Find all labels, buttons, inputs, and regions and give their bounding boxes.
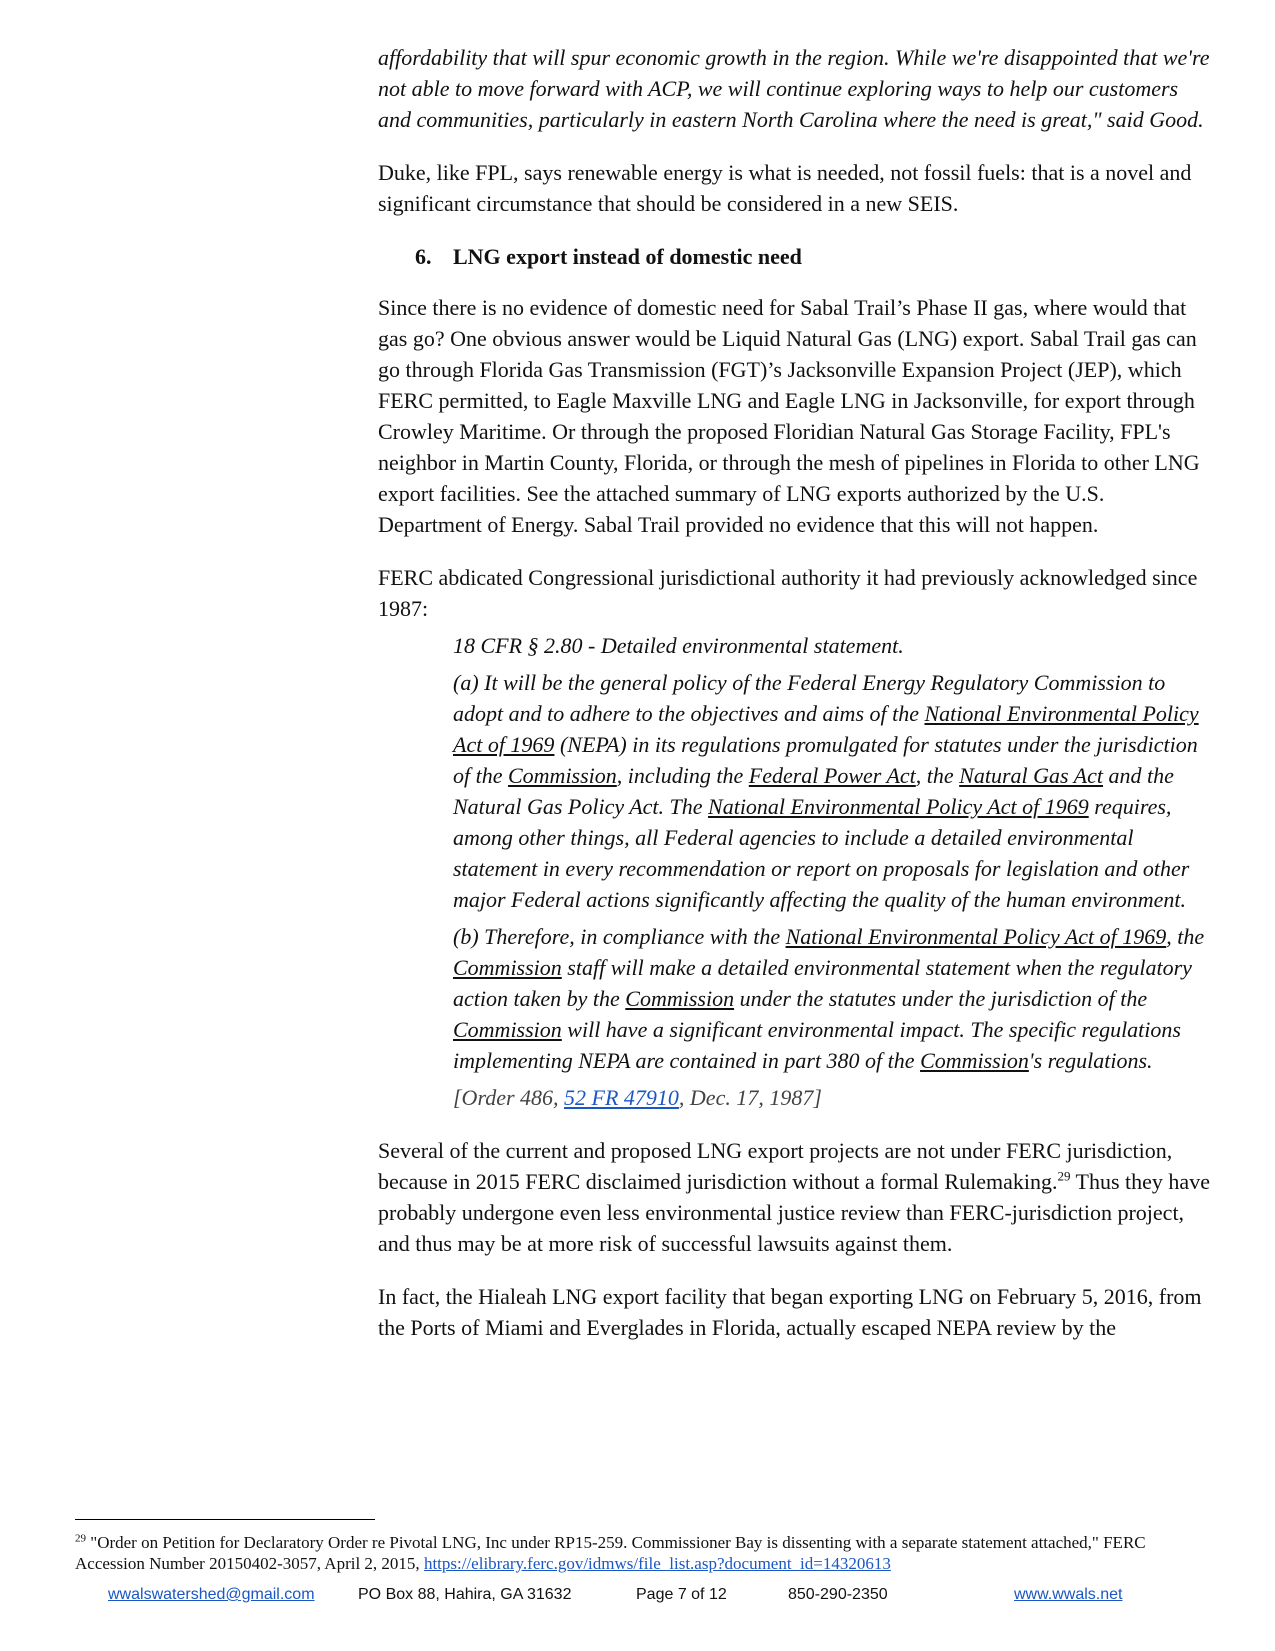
natural-gas-act-link[interactable]: Natural Gas Act xyxy=(959,763,1103,788)
cfr-paragraph-a xyxy=(453,667,1210,915)
footnote-text: "Order on Petition for Declaratory Order re Pivotal LNG, Inc under RP15-259. Commissioner Bay is dissenting with a separate statement attached," FERC Accession Number 20150402-3057, April 2, 2015, xyxy=(75,1533,1146,1573)
paragraph-several-projects xyxy=(378,1135,1210,1259)
cfr-a-text: , including the xyxy=(616,763,749,788)
nepa-link[interactable]: National Environmental Policy Act of 1969 xyxy=(785,924,1167,949)
cfr-b-text: will have a significant environmental impact. The specific regulations implementing NEPA are contained in part 380 of the xyxy=(453,1017,1181,1073)
quote-continuation: affordability that will spur economic growth in the region. While we're disappointed that we're not able to move forward with ACP, we will continue exploring ways to help our customers and communities, particularly in eastern North Carolina where the need is great," said Good. xyxy=(378,45,1210,132)
document-body xyxy=(378,42,1210,1365)
footer-page-number: Page 7 of 12 xyxy=(636,1586,727,1603)
cfr-b-text: under the statutes under the jurisdiction of the xyxy=(734,986,1148,1011)
cfr-quote-block xyxy=(453,630,1210,1113)
paragraph-ferc-abdicated: FERC abdicated Congressional jurisdictional authority it had previously acknowledged since 1987: xyxy=(378,565,1198,621)
cfr-a-text: and the Natural Gas Policy Act. The xyxy=(453,763,1174,819)
section-title: LNG export instead of domestic need xyxy=(453,244,802,269)
cfr-paragraph-b xyxy=(453,921,1210,1076)
cfr-b-text: (b) Therefore, in compliance with the xyxy=(453,924,786,949)
footer-phone: 850-290-2350 xyxy=(788,1586,888,1603)
footnote-link[interactable]: https://elibrary.ferc.gov/idmws/file_list.asp?document_id=14320613 xyxy=(423,1554,891,1573)
nepa-link[interactable]: National Environmental Policy Act of 1969 xyxy=(453,701,1199,757)
cfr-order-citation xyxy=(453,1082,1210,1113)
section-heading xyxy=(378,241,1210,272)
commission-link[interactable]: Commission xyxy=(508,763,617,788)
cfr-b-text: , the xyxy=(1166,924,1205,949)
page-footer xyxy=(0,1586,1275,1610)
nepa-link[interactable]: National Environmental Policy Act of 1969 xyxy=(708,794,1089,819)
commission-link[interactable]: Commission xyxy=(920,1048,1029,1073)
commission-link[interactable]: Commission xyxy=(453,1017,562,1042)
paragraph-lng-export: Since there is no evidence of domestic need for Sabal Trail’s Phase II gas, where would that gas go? One obvious answer would be Liquid Natural Gas (LNG) export. Sabal Trail gas can go through Florida Gas Transmission (FGT)’s Jacksonville Expansion Project (JEP), which FERC permitted, to Eagle Maxville LNG and Eagle LNG in Jacksonville, for export through Crowley Maritime. Or through the proposed Floridian Natural Gas Storage Facility, FPL's neighbor in Martin County, Florida, or through the mesh of pipelines in Florida to other LNG export facilities. See the attached summary of LNG exports authorized by the U.S. Department of Energy. Sabal Trail provided no evidence that this will not happen. xyxy=(378,295,1200,537)
commission-link[interactable]: Commission xyxy=(453,955,562,980)
order-text: [Order 486, xyxy=(453,1085,565,1110)
commission-link[interactable]: Commission xyxy=(625,986,735,1011)
cfr-b-text: 's regulations. xyxy=(1028,1048,1153,1073)
paragraph-text: Thus they have probably undergone even less environmental justice review than FERC-jurisdiction project, and thus may be at more risk of successful lawsuits against them. xyxy=(378,1169,1210,1256)
paragraph-duke: Duke, like FPL, says renewable energy is what is needed, not fossil fuels: that is a novel and significant circumstance that should be considered in a new SEIS. xyxy=(378,160,1192,216)
order-text: , Dec. 17, 1987] xyxy=(678,1085,822,1110)
footer-address: PO Box 88, Hahira, GA 31632 xyxy=(358,1586,572,1603)
footnote-reference[interactable]: 29 xyxy=(1057,1168,1071,1184)
cfr-a-text: (a) It will be the general policy of the Federal Energy Regulatory Commission to adopt and to adhere to the objectives and aims of the xyxy=(453,670,1166,726)
cfr-b-text: staff will make a detailed environmental statement when the regulatory action taken by the xyxy=(453,955,1192,1011)
paragraph-hialeah: In fact, the Hialeah LNG export facility that began exporting LNG on February 5, 2016, from the Ports of Miami and Everglades in Florida, actually escaped NEPA review by the xyxy=(378,1284,1202,1340)
federal-register-link[interactable]: 52 FR 47910 xyxy=(564,1085,679,1110)
footnote-number: 29 xyxy=(75,1532,86,1545)
footnote xyxy=(75,1532,1215,1574)
cfr-a-text: (NEPA) in its regulations promulgated for statutes under the jurisdiction of the xyxy=(453,732,1198,788)
cfr-title: 18 CFR § 2.80 - Detailed environmental statement. xyxy=(453,633,904,658)
cfr-a-text: , the xyxy=(915,763,960,788)
footnote-divider xyxy=(75,1519,375,1520)
cfr-a-text: requires, among other things, all Federal agencies to include a detailed environmental statement in every recommendation or report on proposals for legislation and other major Federal actions significantly affecting the quality of the human environment. xyxy=(453,794,1190,912)
federal-power-act-link[interactable]: Federal Power Act xyxy=(748,763,916,788)
section-number: 6. xyxy=(415,244,432,269)
footer-website-link[interactable]: www.wwals.net xyxy=(1014,1586,1123,1603)
footer-email-link[interactable]: wwalswatershed@gmail.com xyxy=(108,1586,315,1603)
paragraph-text: Several of the current and proposed LNG export projects are not under FERC jurisdiction, because in 2015 FERC disclaimed jurisdiction without a formal Rulemaking. xyxy=(378,1138,1173,1194)
